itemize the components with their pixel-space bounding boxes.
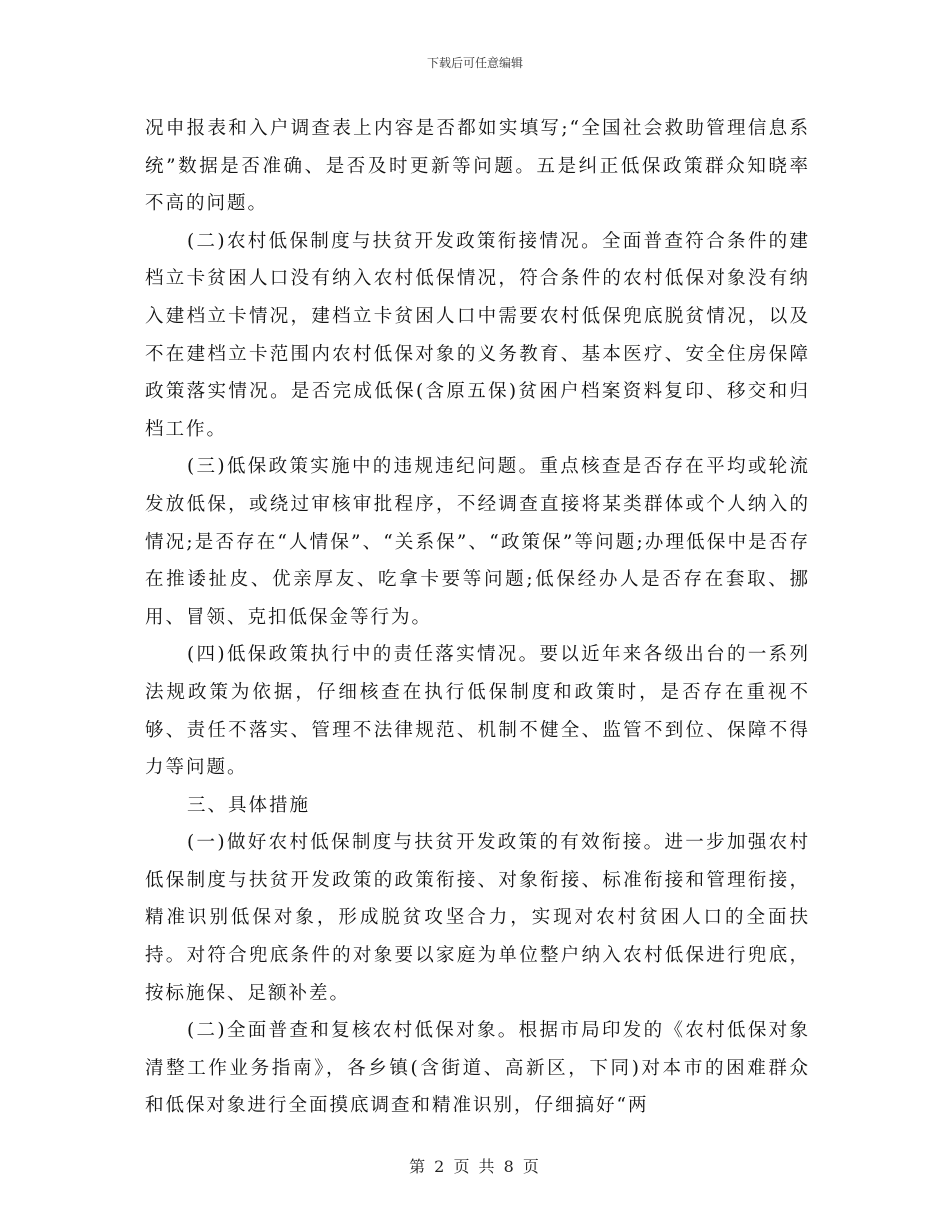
paragraph-section-4: (四)低保政策执行中的责任落实情况。要以近年来各级出台的一系列法规政策为依据，仔细核查在执行低保制度和政策时，是否存在重视不够、责任不落实、管理不法律规范、机制不健全、监管不到位、保障不得力等问题。 <box>145 644 810 779</box>
paragraph-section-3: (三)低保政策实施中的违规违纪问题。重点核查是否存在平均或轮流发放低保，或绕过审核审批程序，不经调查直接将某类群体或个人纳入的情况;是否存在“人情保”、“关系保”、“政策保”等问题;办理低保中是否存在推诿扯皮、优亲厚友、吃拿卡要等问题;低保经办人是否存在套取、挪用、冒领、克扣低保金等行为。 <box>145 456 810 628</box>
paragraph-measure-1: (一)做好农村低保制度与扶贫开发政策的有效衔接。进一步加强农村低保制度与扶贫开发政策的政策衔接、对象衔接、标准衔接和管理衔接，精准识别低保对象，形成脱贫攻坚合力，实现对农村贫困人口的全面扶持。对符合兜底条件的对象要以家庭为单位整户纳入农村低保进行兜底，按标施保、足额补差。 <box>145 832 810 1004</box>
paragraph-measure-2: (二)全面普查和复核农村低保对象。根据市局印发的《农村低保对象清整工作业务指南》，各乡镇(含街道、高新区，下同)对本市的困难群众和低保对象进行全面摸底调查和精准识别，仔细搞好“两 <box>145 1020 810 1117</box>
paragraph-continuation: 况申报表和入户调查表上内容是否都如实填写;“全国社会救助管理信息系统”数据是否准确、是否及时更新等问题。五是纠正低保政策群众知晓率不高的问题。 <box>145 118 810 215</box>
page-number: 第 2 页 共 8 页 <box>409 1157 541 1176</box>
section-heading-measures: 三、具体措施 <box>187 794 311 816</box>
document-body <box>145 110 810 1125</box>
paragraph-section-2: (二)农村低保制度与扶贫开发政策衔接情况。全面普查符合条件的建档立卡贫困人口没有纳入农村低保情况，符合条件的农村低保对象没有纳入建档立卡情况，建档立卡贫困人口中需要农村低保兜底脱贫情况，以及不在建档立卡范围内农村低保对象的义务教育、基本医疗、安全住房保障政策落实情况。是否完成低保(含原五保)贫困户档案资料复印、移交和归档工作。 <box>145 230 810 440</box>
page-header: 下载后可任意编辑 <box>426 56 523 70</box>
